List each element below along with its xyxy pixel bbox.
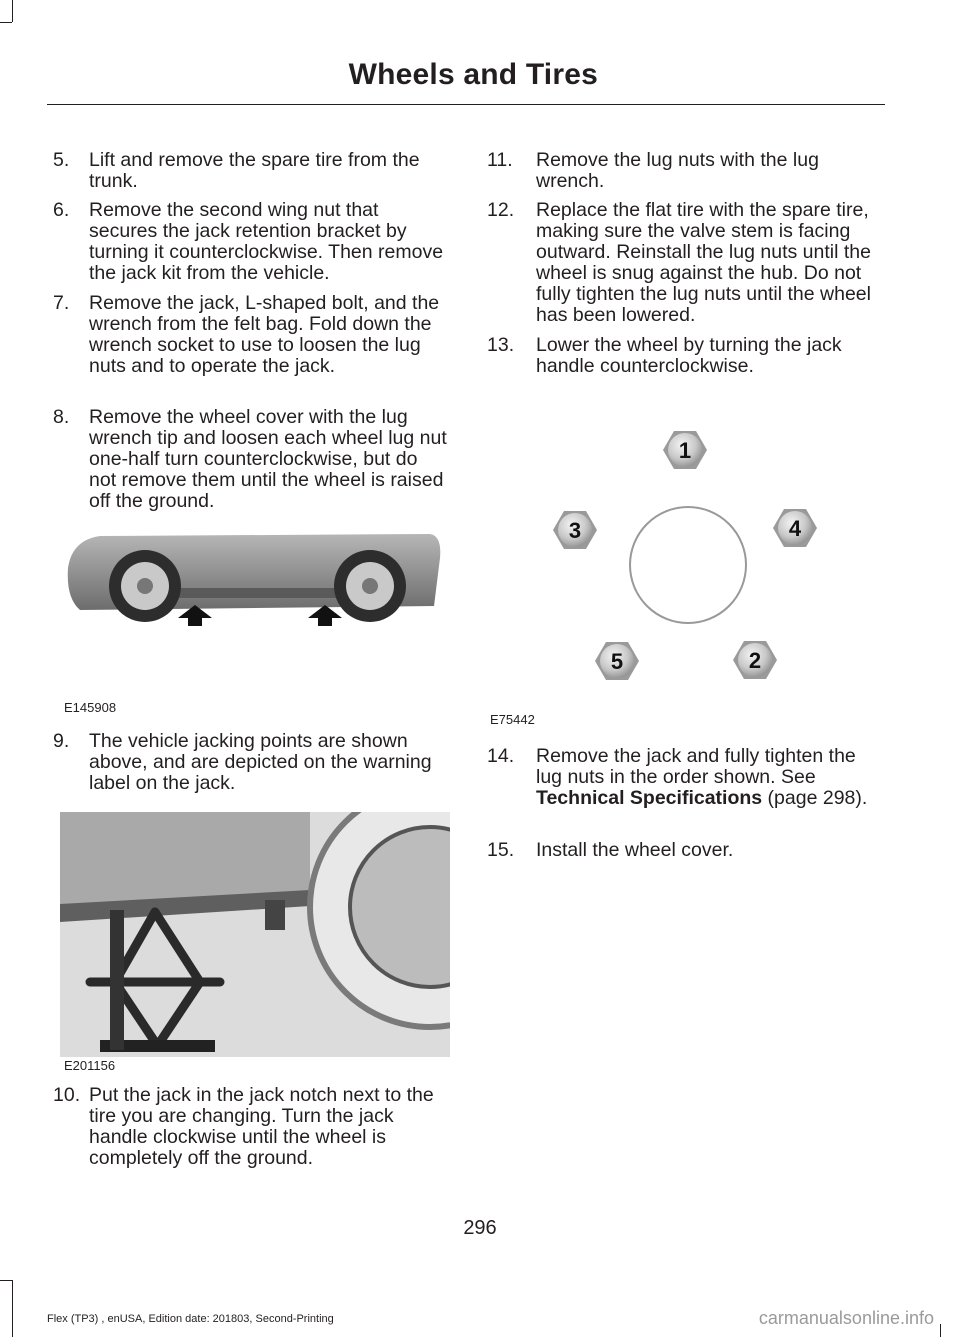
- lug-nut-label: 4: [788, 516, 802, 541]
- step-text: Replace the flat tire with the spare tire, making sure the valve stem is facing outward. Reinstall the lug nuts until the wheel is snug against the hub. Do not fully tighten the lug nuts until the wheel has been lowered.: [536, 199, 871, 326]
- header-rule: [47, 104, 885, 105]
- step-13: [487, 335, 883, 377]
- lug-nut-label: 2: [748, 648, 762, 673]
- lug-nut-2: [733, 641, 777, 679]
- lug-nut-1: [663, 431, 707, 469]
- lug-nut-label: 1: [678, 438, 692, 463]
- page-title: Wheels and Tires: [348, 58, 598, 91]
- step-text: The vehicle jacking points are shown above, and are depicted on the warning label on the jack.: [89, 730, 432, 794]
- crop-mark-top-left-h: [0, 22, 12, 23]
- step-5: [53, 150, 449, 192]
- technical-specifications-link[interactable]: Technical Specifications: [536, 787, 763, 809]
- step-text: Put the jack in the jack notch next to the tire you are changing. Turn the jack handle clockwise until the wheel is completely off the ground.: [89, 1084, 434, 1169]
- step-number: 7.: [53, 292, 70, 314]
- step-11: [487, 150, 883, 192]
- figure-code: E145908: [64, 700, 117, 715]
- lug-nut-4: [773, 509, 817, 547]
- step-number: 12.: [487, 199, 515, 221]
- vehicle-jacking-points-figure: [60, 528, 450, 688]
- step-6: [53, 200, 449, 284]
- step-text: Remove the wheel cover with the lug wrench tip and loosen each wheel lug nut one-half turn counterclockwise, but do not remove them until the wheel is raised off the ground.: [89, 406, 447, 512]
- lug-nut-3: [553, 511, 597, 549]
- step-text-after: (page 298).: [762, 787, 868, 809]
- lug-nut-5: [595, 642, 639, 680]
- figure-code: E75442: [490, 712, 535, 727]
- step-number: 6.: [53, 199, 70, 221]
- step-7: [53, 293, 449, 377]
- step-number: 8.: [53, 406, 70, 428]
- step-text: Remove the second wing nut that secures the jack retention bracket by turning it counterclockwise. Then remove the jack kit from the vehicle.: [89, 199, 444, 284]
- crop-mark-bottom-left-v: [12, 1280, 13, 1337]
- step-text: Install the wheel cover.: [536, 839, 734, 861]
- step-8: [53, 407, 449, 512]
- step-text: Lift and remove the spare tire from the trunk.: [89, 149, 420, 192]
- wheel-hub-circle: [630, 507, 746, 623]
- footer-edition: Flex (TP3) , enUSA, Edition date: 201803, Second-Printing: [47, 1313, 334, 1325]
- watermark: carmanualsonline.info: [758, 1308, 934, 1328]
- step-14: [487, 746, 883, 809]
- step-number: 10.: [53, 1084, 81, 1106]
- step-9: [53, 731, 449, 794]
- step-text: Remove the lug nuts with the lug wrench.: [536, 149, 819, 192]
- step-10: [53, 1085, 449, 1169]
- crop-mark-top-left-v: [12, 0, 13, 22]
- lug-nut-tightening-order-figure: [540, 420, 840, 695]
- step-number: 15.: [487, 839, 515, 861]
- lug-nut-label: 3: [568, 518, 582, 543]
- step-number: 13.: [487, 334, 515, 356]
- step-number: 9.: [53, 730, 70, 752]
- step-12: [487, 200, 883, 326]
- crop-mark-bottom-right-v: [940, 1324, 941, 1337]
- step-text: Remove the jack, L-shaped bolt, and the wrench from the felt bag. Fold down the wrench socket to use to loosen the lug nuts and to operate the jack.: [89, 292, 440, 377]
- step-number: 14.: [487, 745, 515, 767]
- step-text: Lower the wheel by turning the jack handle counterclockwise.: [536, 334, 842, 377]
- step-text-before: Remove the jack and fully tighten the lug nuts in the order shown. See: [536, 745, 856, 788]
- step-number: 5.: [53, 149, 70, 171]
- jack-point-arrow-rear: [308, 605, 342, 626]
- crop-mark-bottom-left-h: [0, 1280, 12, 1281]
- step-15: [487, 840, 883, 861]
- step-text: [536, 746, 883, 809]
- figure-code: E201156: [64, 1058, 116, 1073]
- step-number: 11.: [487, 149, 513, 171]
- jack-figure: [60, 812, 450, 1057]
- lug-nut-label: 5: [610, 649, 624, 674]
- page-number: 296: [463, 1217, 497, 1239]
